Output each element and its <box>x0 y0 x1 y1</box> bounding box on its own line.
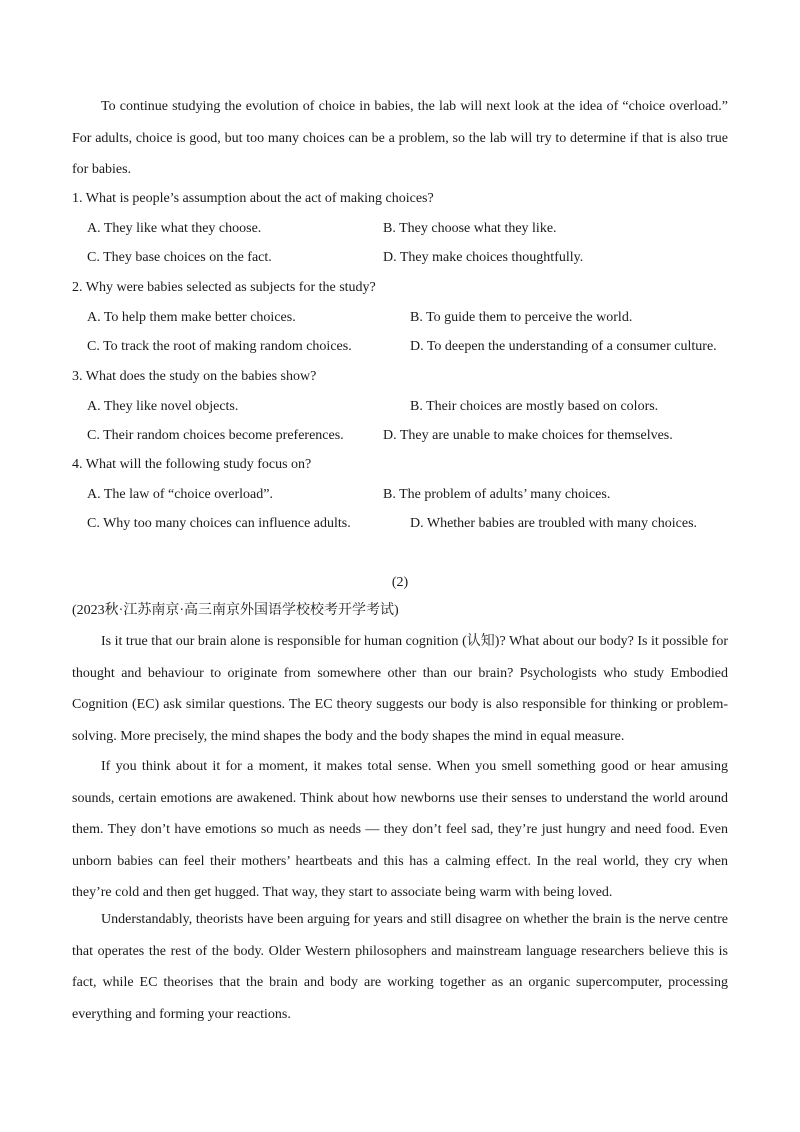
question-1-options-row-2 <box>72 243 728 273</box>
section-number: (2) <box>391 575 409 590</box>
question-1-option-c: C. They base choices on the fact. <box>87 250 272 265</box>
question-3-option-c: C. Their random choices become preferences. <box>87 428 344 443</box>
question-2 <box>72 273 728 362</box>
question-3 <box>72 362 728 451</box>
question-3-option-b: B. Their choices are mostly based on colors. <box>410 398 659 414</box>
question-2-option-a: A. To help them make better choices. <box>87 309 296 325</box>
passage-paragraph-3: Understandably, theorists have been arguing for years and still disagree on whether the brain is the nerve centre that operates the rest of the body. Older Western philosophers and mainstream language researchers believe this is fact, while EC theorises that the brain and body are working together as an organic supercomputer, processing everything and forming your reactions. <box>72 912 728 1022</box>
question-4-options-row-2 <box>72 509 728 539</box>
question-1-option-a: A. They like what they choose. <box>87 220 262 236</box>
question-4-option-a: A. The law of “choice overload”. <box>87 486 273 502</box>
question-2-option-d: D. To deepen the understanding of a consumer culture. <box>410 339 717 354</box>
question-2-options-row-1 <box>72 303 728 333</box>
question-4-option-d: D. Whether babies are troubled with many choices. <box>410 516 698 531</box>
question-4-options-row-1 <box>72 480 728 510</box>
question-2-stem: 2. Why were babies selected as subjects for the study? <box>72 280 376 295</box>
question-4-stem: 4. What will the following study focus on? <box>72 457 312 472</box>
intro-paragraph: To continue studying the evolution of choice in babies, the lab will next look at the idea of “choice overload.” For adults, choice is good, but too many choices can be a problem, so the lab will try to determine if that is also true for babies. <box>72 99 728 177</box>
question-3-options-row-2 <box>72 421 728 451</box>
question-3-option-a: A. They like novel objects. <box>87 398 239 414</box>
question-1-options-row-1 <box>72 214 728 244</box>
question-4 <box>72 450 728 539</box>
passage-paragraph-1: Is it true that our brain alone is responsible for human cognition (认知)? What about our body? Is it possible for thought and behaviour to originate from somewhere other than our brain? Psychologists who study Embodied Cognition (EC) ask similar questions. The EC theory suggests our body is also responsible for thinking or problem-solving. More precisely, the mind shapes the body and the body shapes the mind in equal measure. <box>72 634 728 744</box>
question-3-options-row-1 <box>72 392 728 422</box>
section-source: (2023秋·江苏南京·高三南京外国语学校校考开学考试) <box>72 603 399 618</box>
question-2-option-c: C. To track the root of making random choices. <box>87 339 352 354</box>
question-3-stem: 3. What does the study on the babies show? <box>72 369 317 384</box>
question-4-option-c: C. Why too many choices can influence adults. <box>87 516 351 531</box>
question-1-stem: 1. What is people’s assumption about the act of making choices? <box>72 191 434 206</box>
question-2-options-row-2 <box>72 332 728 362</box>
passage-paragraph-2: If you think about it for a moment, it makes total sense. When you smell something good or hear amusing sounds, certain emotions are awakened. Think about how newborns use their senses to understand the world around them. They don’t have emotions so much as needs — they don’t feel sad, they’re just hungry and need food. Even unborn babies can feel their mothers’ heartbeats and this has a calming effect. In the real world, they cry when they’re cold and then get hugged. That way, they start to associate being warm with being loved. <box>72 759 728 900</box>
question-2-option-b: B. To guide them to perceive the world. <box>410 309 633 325</box>
question-1 <box>72 184 728 273</box>
question-4-option-b: B. The problem of adults’ many choices. <box>383 486 611 502</box>
question-3-option-d: D. They are unable to make choices for themselves. <box>383 428 673 443</box>
question-1-option-d: D. They make choices thoughtfully. <box>383 250 584 265</box>
question-1-option-b: B. They choose what they like. <box>383 220 557 236</box>
